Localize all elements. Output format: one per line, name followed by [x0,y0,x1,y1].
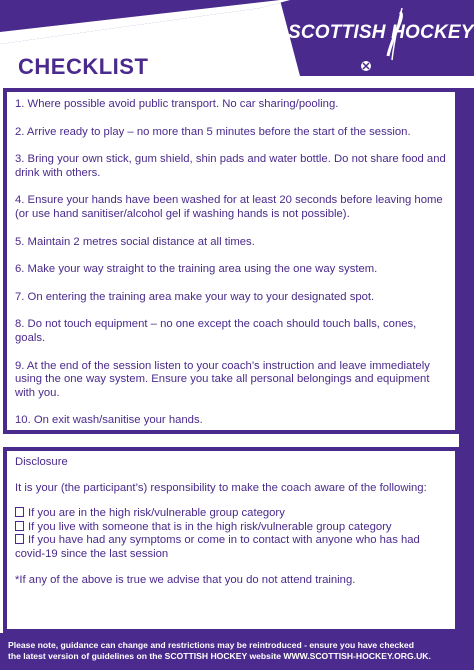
checkbox-icon [15,507,24,517]
checklist-item: 10. On exit wash/sanitise your hands. [15,414,203,427]
checklist-item: 4. Ensure your hands have been washed for at least 20 seconds before leaving home (or use hand sanitiser/alcohol gel if washing hands is not possible). [15,194,443,220]
checklist-item: 8. Do not touch equipment – no one except the coach should touch balls, cones, goals. [15,318,417,344]
checklist-item: 7. On entering the training area make your way to your designated spot. [15,290,375,303]
side-strip [459,88,474,648]
checklist-item: 1. Where possible avoid public transport. No car sharing/pooling. [15,98,339,110]
disclosure-intro: It is your (the participant’s) responsibility to make the coach aware of the following: [15,481,427,494]
bullet-text: If you have had any symptoms or come in to contact with anyone who has had covid-19 since the last session [15,534,420,560]
bullet-text: If you live with someone that is in the high risk/vulnerable group category [28,520,392,533]
checklist-item: 5. Maintain 2 metres social distance at all times. [15,235,255,248]
footer-line-2: the latest version of guidelines on the SCOTTISH HOCKEY website WWW.SCOTTISH-HOCKEY.ORG.UK. [8,651,431,661]
page-title: CHECKLIST [18,54,149,79]
disclosure-bullets [15,507,447,561]
disclosure-bullet [15,521,447,535]
bullet-text: If you are in the high risk/vulnerable group category [28,507,285,520]
disclosure-box [3,447,459,633]
footer-line-1: Please note, guidance can change and restrictions may be reintroduced - ensure you have checked [8,640,414,650]
scottish-hockey-logo [288,6,474,80]
logo-text: SCOTTISH HOCKEY [288,22,474,43]
checklist-item: 3. Bring your own stick, gum shield, shin pads and water bottle. Do not share food and drink with others. [15,153,446,179]
checklist-item: 9. At the end of the session listen to your coach’s instruction and leave immediately using the one way system. Ensure you take all personal belongings and equipment with you. [15,359,430,399]
footer [0,633,474,670]
disclosure-heading: Disclosure [15,456,68,468]
checklist-item: 6. Make your way straight to the training area using the one way system. [15,263,378,276]
checklist-box [3,88,459,434]
disclosure-note: *If any of the above is true we advise that you do not attend training. [15,573,356,586]
checkbox-icon [15,521,24,531]
checkbox-icon [15,534,24,544]
disclosure-bullet [15,534,447,561]
disclosure-bullet [15,507,447,521]
checklist-item: 2. Arrive ready to play – no more than 5 minutes before the start of the session. [15,125,411,138]
